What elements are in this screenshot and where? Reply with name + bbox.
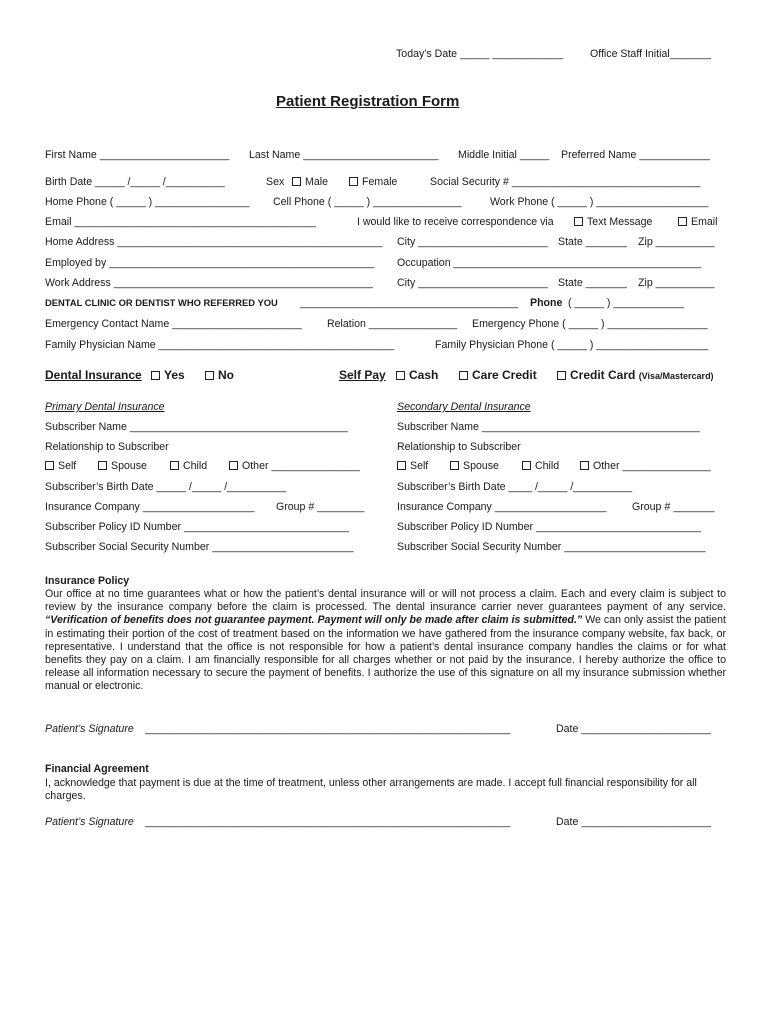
- financial-agreement-text: I, acknowledge that payment is due at the time of treatment, unless other arrangements are made. I accept full financial responsibility for all charges.: [45, 777, 697, 803]
- referred-phone-field[interactable]: ( _____ ) ____________: [568, 297, 685, 309]
- secondary-insurance-heading: Secondary Dental Insurance: [397, 401, 531, 413]
- insurance-yes-checkbox[interactable]: [151, 371, 160, 380]
- secondary-other-option[interactable]: [580, 461, 711, 472]
- cash-checkbox[interactable]: [396, 371, 405, 380]
- email-checkbox[interactable]: [678, 217, 687, 226]
- primary-spouse-label: Spouse: [111, 460, 147, 472]
- preferred-name-field[interactable]: Preferred Name ____________: [561, 149, 711, 161]
- office-staff-initial-field[interactable]: Office Staff Initial_______: [590, 48, 711, 60]
- todays-date-field[interactable]: Today’s Date _____ ____________: [396, 48, 564, 60]
- work-state-field[interactable]: State _______: [558, 277, 627, 289]
- insurance-no-checkbox[interactable]: [205, 371, 214, 380]
- secondary-other-label: Other _______________: [593, 460, 711, 472]
- primary-other-option[interactable]: [229, 461, 360, 472]
- primary-child-label: Child: [183, 460, 208, 472]
- credit-card-label: Credit Card: [570, 368, 636, 382]
- correspondence-label: I would like to receive correspondence via: [357, 216, 554, 228]
- email-option[interactable]: [678, 217, 718, 228]
- insurance-policy-text: [45, 588, 726, 694]
- secondary-insurance-company-field[interactable]: Insurance Company ___________________: [397, 501, 607, 513]
- primary-child-checkbox[interactable]: [170, 461, 179, 470]
- home-city-field[interactable]: City ______________________: [397, 236, 548, 248]
- last-name-field[interactable]: Last Name _______________________: [249, 149, 439, 161]
- primary-self-option[interactable]: [45, 461, 76, 472]
- policy-text-part-1: Our office at no time guarantees what or how the patient’s dental insurance will or will not process a claim. Each and every claim is subject to review by the insurance company before the claim is processed. The dental insurance carrier never guarantees payment of any service.: [45, 588, 726, 614]
- work-zip-field[interactable]: Zip __________: [638, 277, 715, 289]
- secondary-self-checkbox[interactable]: [397, 461, 406, 470]
- primary-spouse-option[interactable]: [98, 461, 147, 472]
- occupation-field[interactable]: Occupation __________________________________________: [397, 257, 701, 269]
- secondary-self-option[interactable]: [397, 461, 428, 472]
- primary-other-checkbox[interactable]: [229, 461, 238, 470]
- primary-policy-id-field[interactable]: Subscriber Policy ID Number ____________________________: [45, 521, 349, 533]
- form-title: Patient Registration Form: [276, 93, 460, 110]
- text-message-option[interactable]: [574, 217, 652, 228]
- home-zip-field[interactable]: Zip __________: [638, 236, 715, 248]
- work-city-field[interactable]: City ______________________: [397, 277, 548, 289]
- email-option-label: Email: [691, 216, 718, 228]
- emergency-contact-field[interactable]: Emergency Contact Name ______________________: [45, 318, 302, 330]
- sex-label: Sex: [266, 176, 285, 188]
- policy-signature-label: Patient’s Signature: [45, 723, 134, 735]
- first-name-field[interactable]: First Name ______________________: [45, 149, 230, 161]
- cell-phone-field[interactable]: Cell Phone ( _____ ) _______________: [273, 196, 462, 208]
- primary-relationship-label: Relationship to Subscriber: [45, 441, 169, 453]
- secondary-group-field[interactable]: Group # _______: [632, 501, 715, 513]
- financial-date-field[interactable]: Date ______________________: [556, 816, 711, 828]
- employed-by-field[interactable]: Employed by _____________________________________________: [45, 257, 375, 269]
- referred-phone-label: Phone: [530, 297, 563, 309]
- policy-signature-field[interactable]: ______________________________________________________________: [145, 723, 511, 735]
- primary-spouse-checkbox[interactable]: [98, 461, 107, 470]
- primary-subscriber-name-field[interactable]: Subscriber Name _____________________________________: [45, 421, 348, 433]
- secondary-ssn-field[interactable]: Subscriber Social Security Number ________________________: [397, 541, 706, 553]
- primary-group-field[interactable]: Group # ________: [276, 501, 365, 513]
- secondary-subscriber-name-field[interactable]: Subscriber Name _____________________________________: [397, 421, 700, 433]
- primary-self-checkbox[interactable]: [45, 461, 54, 470]
- primary-child-option[interactable]: [170, 461, 207, 472]
- referred-field[interactable]: _____________________________________: [300, 297, 518, 309]
- home-state-field[interactable]: State _______: [558, 236, 627, 248]
- credit-card-checkbox[interactable]: [557, 371, 566, 380]
- care-credit-option[interactable]: [459, 369, 537, 381]
- male-checkbox[interactable]: [292, 177, 301, 186]
- primary-insurance-company-field[interactable]: Insurance Company ___________________: [45, 501, 255, 513]
- cash-option[interactable]: [396, 369, 438, 381]
- financial-signature-field[interactable]: ______________________________________________________________: [145, 816, 511, 828]
- secondary-child-checkbox[interactable]: [522, 461, 531, 470]
- relation-field[interactable]: Relation _______________: [327, 318, 458, 330]
- secondary-child-label: Child: [535, 460, 560, 472]
- middle-initial-field[interactable]: Middle Initial _____: [458, 149, 550, 161]
- financial-signature-label: Patient’s Signature: [45, 816, 134, 828]
- secondary-self-label: Self: [410, 460, 429, 472]
- female-checkbox[interactable]: [349, 177, 358, 186]
- emergency-phone-field[interactable]: Emergency Phone ( _____ ) _________________: [472, 318, 708, 330]
- self-pay-label: Self Pay: [339, 368, 386, 382]
- work-address-field[interactable]: Work Address ____________________________________________: [45, 277, 373, 289]
- financial-agreement-heading: Financial Agreement: [45, 763, 149, 775]
- care-credit-checkbox[interactable]: [459, 371, 468, 380]
- policy-text-emphasis: “Verification of benefits does not guarantee payment. Payment will only be made after claim is submitted.”: [45, 614, 583, 627]
- social-security-field[interactable]: Social Security # ________________________________: [430, 176, 701, 188]
- insurance-yes-option[interactable]: [151, 369, 185, 381]
- male-option[interactable]: [292, 177, 328, 188]
- text-message-label: Text Message: [587, 216, 653, 228]
- insurance-policy-heading: Insurance Policy: [45, 575, 130, 587]
- cash-label: Cash: [409, 368, 439, 382]
- secondary-relationship-label: Relationship to Subscriber: [397, 441, 521, 453]
- family-physician-field[interactable]: Family Physician Name ________________________________________: [45, 339, 395, 351]
- secondary-spouse-label: Spouse: [463, 460, 499, 472]
- female-label: Female: [362, 176, 398, 188]
- policy-text-part-2: We can only assist the patient in estimating their portion of the cost of treatment based on the information we have gathered from the insurance company website, fax back, or representative. I understand that the office is not responsible for how a patient’s dental insurance company handles the claims or for what benefits they pay on a claim. I am financially responsible for all charges whether or not paid by the insurance. I hereby authorize the office to release all information necessary to secure the payment of benefits. I authorize the use of this signature on all my insurance submission whether manual or electronic.: [45, 614, 727, 693]
- referred-label: DENTAL CLINIC OR DENTIST WHO REFERRED YOU: [45, 297, 278, 308]
- insurance-no-option[interactable]: [205, 369, 234, 381]
- work-phone-field[interactable]: Work Phone ( _____ ) ___________________: [490, 196, 709, 208]
- policy-date-field[interactable]: Date ______________________: [556, 723, 711, 735]
- text-message-checkbox[interactable]: [574, 217, 583, 226]
- credit-card-option[interactable]: [557, 369, 714, 381]
- primary-ssn-field[interactable]: Subscriber Social Security Number ________________________: [45, 541, 354, 553]
- secondary-spouse-checkbox[interactable]: [450, 461, 459, 470]
- secondary-spouse-option[interactable]: [450, 461, 499, 472]
- home-address-field[interactable]: Home Address _____________________________________________: [45, 236, 383, 248]
- primary-other-label: Other _______________: [242, 460, 360, 472]
- female-option[interactable]: [349, 177, 397, 188]
- care-credit-label: Care Credit: [472, 368, 537, 382]
- secondary-birth-date-field[interactable]: Subscriber’s Birth Date ____ /_____ /__________: [397, 481, 633, 493]
- dental-insurance-label: Dental Insurance: [45, 368, 142, 382]
- visa-mastercard-label: (Visa/Mastercard): [638, 371, 714, 381]
- secondary-child-option[interactable]: [522, 461, 559, 472]
- primary-birth-date-field[interactable]: Subscriber’s Birth Date _____ /_____ /__________: [45, 481, 287, 493]
- primary-self-label: Self: [58, 460, 77, 472]
- primary-insurance-heading: Primary Dental Insurance: [45, 401, 165, 413]
- email-field[interactable]: Email _________________________________________: [45, 216, 316, 228]
- insurance-no-label: No: [218, 368, 234, 382]
- birth-date-field[interactable]: Birth Date _____ /_____ /__________: [45, 176, 225, 188]
- insurance-yes-label: Yes: [164, 368, 185, 382]
- male-label: Male: [305, 176, 328, 188]
- family-physician-phone-field[interactable]: Family Physician Phone ( _____ ) ___________________: [435, 339, 709, 351]
- home-phone-field[interactable]: Home Phone ( _____ ) ________________: [45, 196, 250, 208]
- secondary-other-checkbox[interactable]: [580, 461, 589, 470]
- secondary-policy-id-field[interactable]: Subscriber Policy ID Number ____________________________: [397, 521, 701, 533]
